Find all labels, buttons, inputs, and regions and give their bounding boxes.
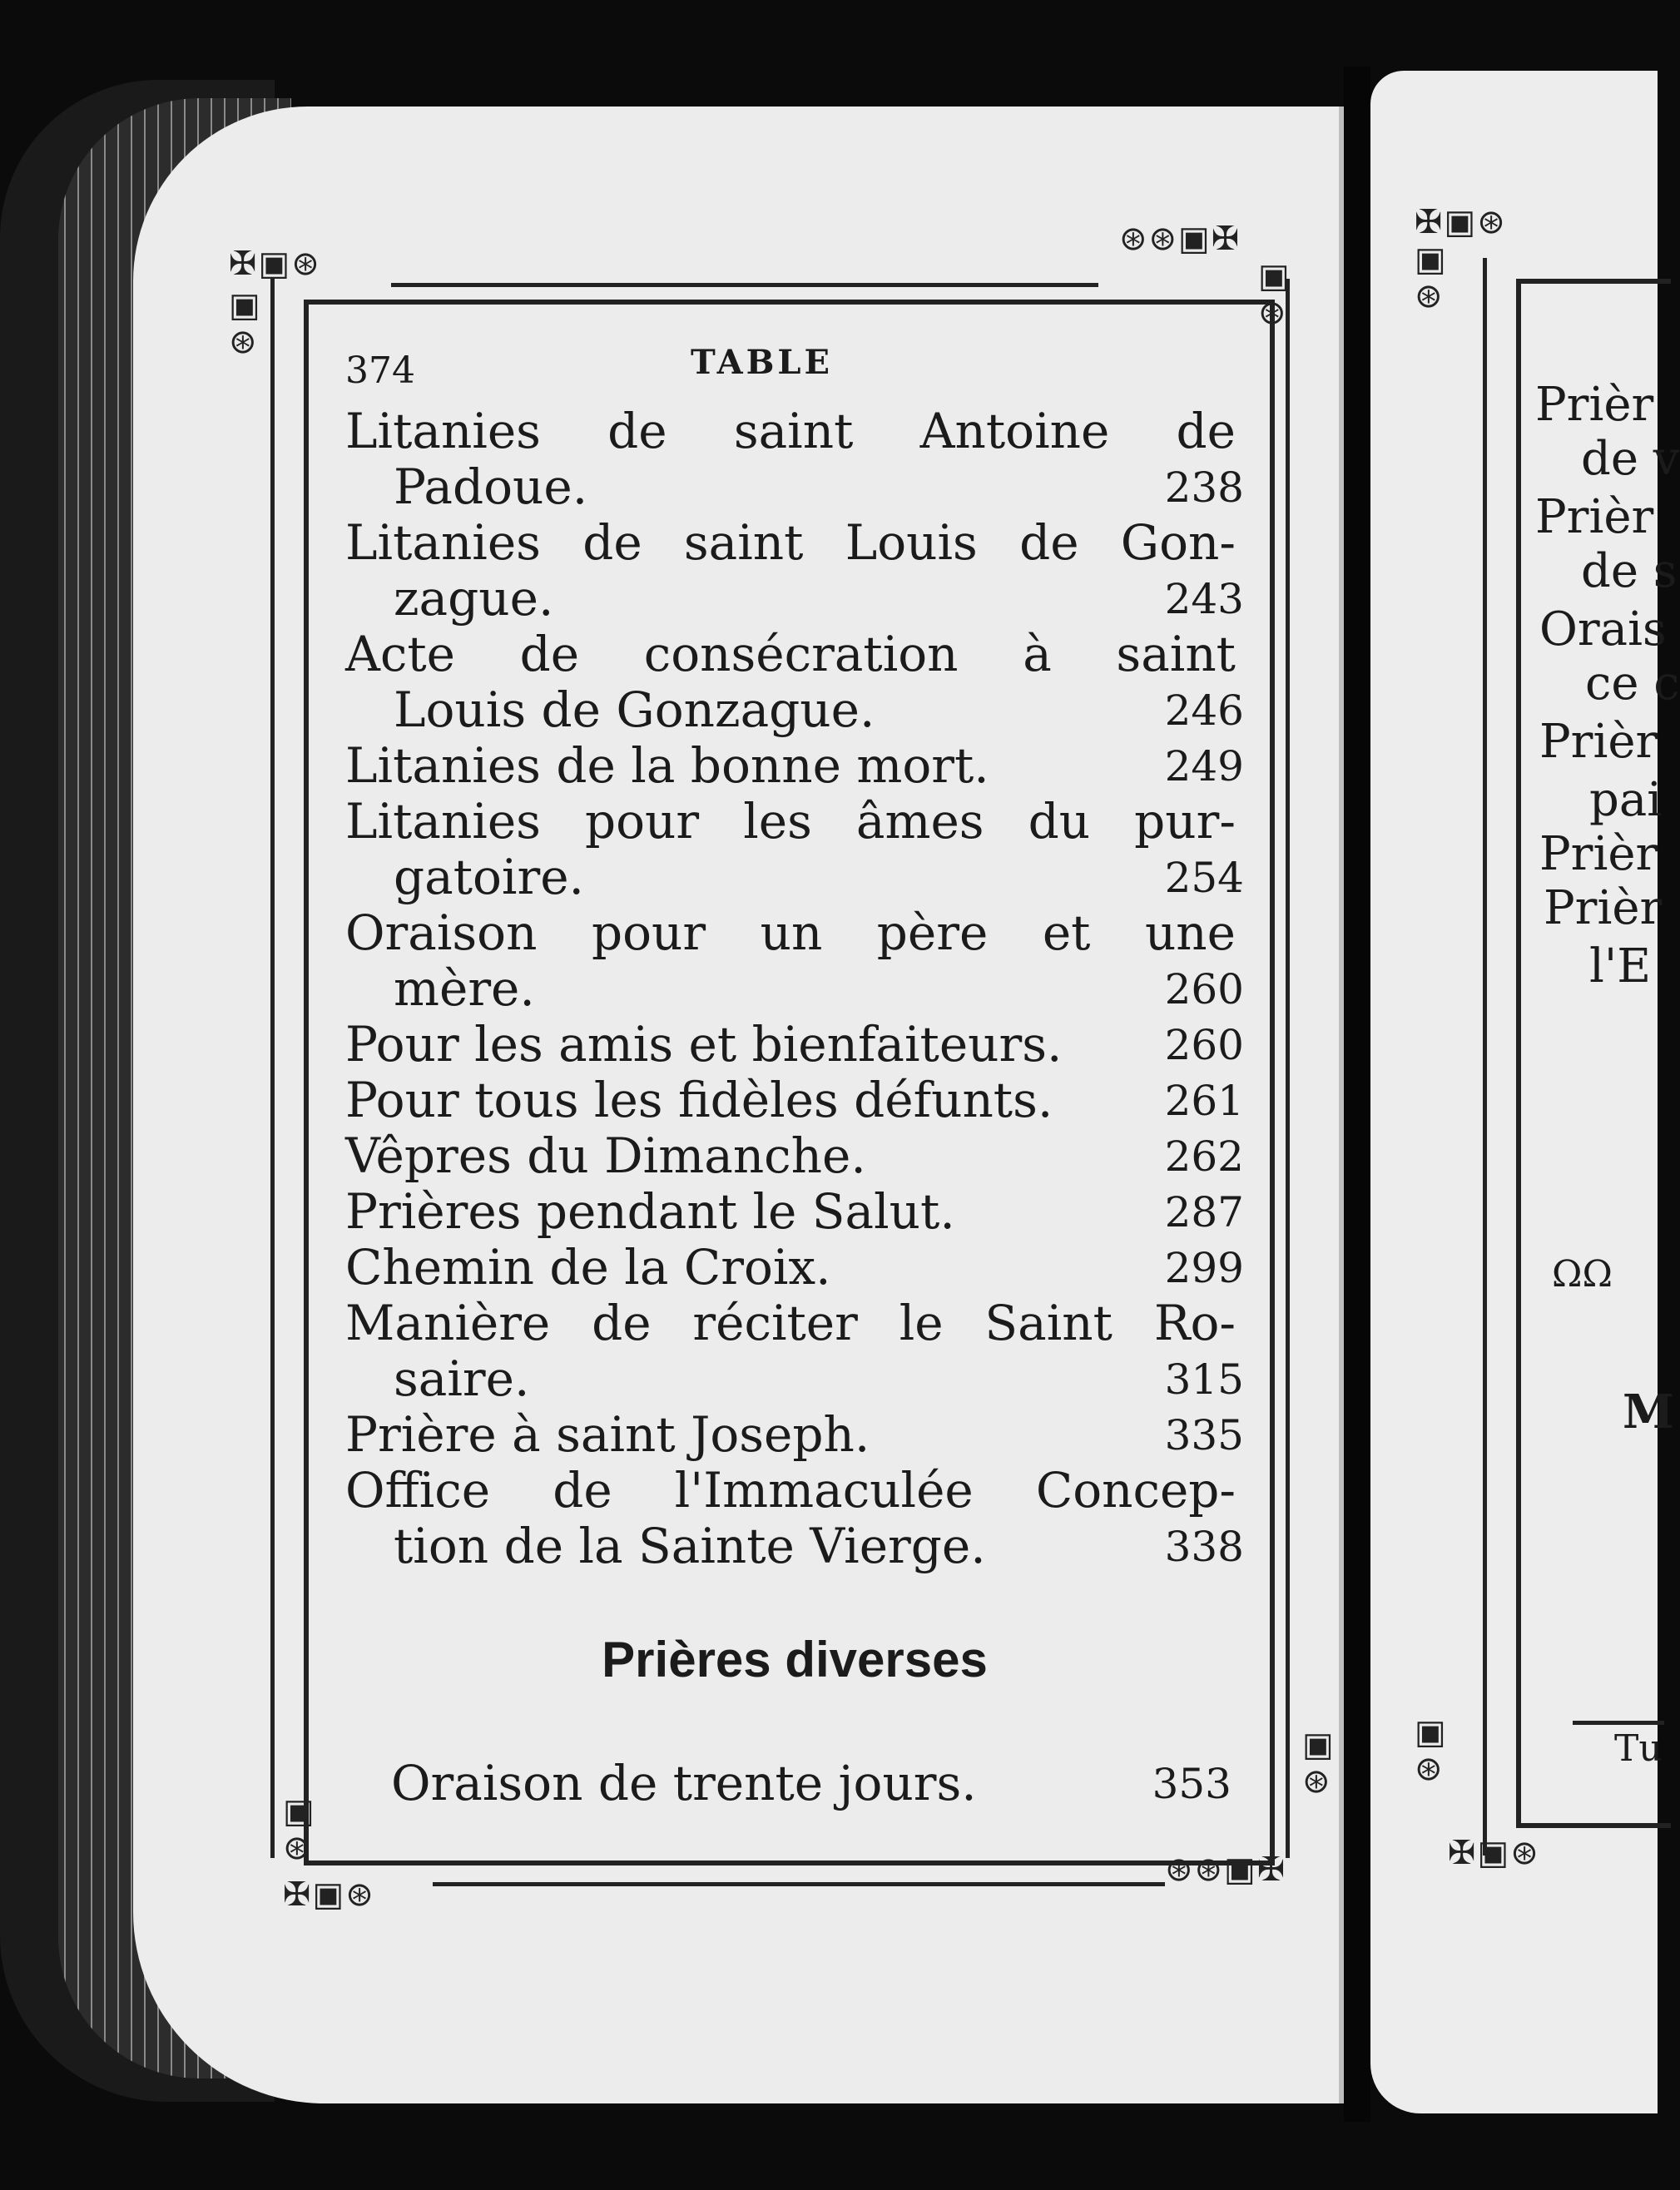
right-page-text-fragment: Prièr — [1544, 881, 1663, 935]
toc-entry — [345, 1463, 1244, 1574]
right-page-text-fragment: de v — [1581, 432, 1680, 486]
section-heading: Prières diverses — [602, 1632, 988, 1687]
right-page-text-fragment: Prièr — [1535, 378, 1654, 432]
toc-entry-title-continued: zague. — [394, 570, 554, 627]
toc-entry-title: Vêpres du Dimanche. — [345, 1127, 866, 1184]
toc-entry-title: Prière à saint Joseph. — [345, 1406, 870, 1463]
right-page-text-fragment: ΩΩ — [1552, 1253, 1613, 1296]
toc-entry-page: 353 — [1152, 1760, 1232, 1808]
right-page-ornament-side-icon: ▣ ⊛ — [1415, 240, 1448, 315]
toc-entry — [345, 627, 1244, 738]
toc-entry — [391, 1756, 1232, 1811]
toc-entry-title: Acte de consécration à saint — [345, 626, 1236, 682]
toc-entry — [345, 1296, 1244, 1407]
ornament-right-top-icon: ▣ ⊛ — [1258, 257, 1291, 332]
toc-entry-title-continued: tion de la Sainte Vierge. — [394, 1518, 986, 1574]
top-border-line — [391, 283, 1098, 287]
right-page-rule — [1573, 1721, 1664, 1725]
toc-entry — [345, 1240, 1244, 1296]
right-page-ornament-lower-icon: ▣ ⊛ — [1415, 1713, 1448, 1788]
page-number: 374 — [345, 349, 415, 392]
toc-entry — [345, 1017, 1244, 1073]
toc-entry — [345, 1407, 1244, 1463]
ornament-left-top-icon: ▣ ⊛ — [229, 286, 262, 361]
toc-entry-page: 261 — [1164, 1077, 1244, 1125]
toc-entry-title-continued: gatoire. — [394, 849, 584, 905]
ornament-left-bottom-icon: ▣ ⊛ — [283, 1792, 316, 1867]
right-page-outer-border — [1483, 258, 1487, 1856]
right-page-ornament-top-icon: ✠▣⊛ — [1415, 203, 1507, 241]
toc-entry — [345, 738, 1244, 794]
toc-entry-title: Oraison pour un père et une — [345, 904, 1236, 961]
toc-entry-title: Oraison de trente jours. — [391, 1755, 977, 1811]
toc-entry-page: 315 — [1164, 1355, 1244, 1404]
toc-entry-title: Prières pendant le Salut. — [345, 1183, 955, 1240]
running-head: TABLE — [691, 343, 834, 382]
toc-entry-title: Chemin de la Croix. — [345, 1239, 831, 1296]
toc-entry — [345, 404, 1244, 515]
right-page-ornament-bottom-icon: ✠▣⊛ — [1448, 1834, 1540, 1872]
toc-entry-page: 335 — [1164, 1411, 1244, 1459]
right-page-text-fragment: M — [1623, 1385, 1674, 1439]
toc-entry — [345, 1128, 1244, 1184]
toc-entry-title: Pour tous les fidèles défunts. — [345, 1072, 1053, 1128]
toc-entry-page: 287 — [1164, 1188, 1244, 1236]
right-page-text-fragment: Orais — [1539, 602, 1667, 657]
right-page-text-fragment: ce c — [1585, 657, 1680, 711]
toc-entry-title: Pour les amis et bienfaiteurs. — [345, 1016, 1063, 1073]
toc-entry-page: 260 — [1164, 965, 1244, 1013]
toc-entry-page: 338 — [1164, 1523, 1244, 1571]
right-page-text-fragment: Prièr — [1535, 490, 1654, 544]
toc-entry-page: 254 — [1164, 854, 1244, 902]
toc-entry — [345, 794, 1244, 905]
toc-entry-title: Manière de réciter le Saint Ro- — [345, 1295, 1236, 1351]
right-page-text-fragment: de s — [1581, 544, 1678, 598]
ornament-top-left-icon: ✠▣⊛ — [229, 245, 321, 283]
right-page-text-fragment: Prièr — [1539, 827, 1658, 881]
table-of-contents — [345, 404, 1244, 1574]
toc-entry-title-continued: Padoue. — [394, 458, 588, 515]
toc-entry-title: Litanies pour les âmes du pur- — [345, 793, 1236, 850]
toc-entry-title: Litanies de saint Antoine de — [345, 403, 1236, 459]
toc-entry-title-continued: saire. — [394, 1350, 530, 1407]
right-page-text-fragment: pai — [1589, 773, 1663, 827]
toc-entry — [345, 1073, 1244, 1128]
toc-entry-title: Office de l'Immaculée Concep- — [345, 1462, 1236, 1519]
toc-entry-page: 299 — [1164, 1244, 1244, 1292]
ornament-top-right-icon: ⊛⊛▣✠ — [1119, 220, 1241, 258]
right-page-text-fragment: l'E — [1589, 939, 1652, 993]
toc-entry-page: 238 — [1164, 463, 1244, 512]
toc-entry — [345, 905, 1244, 1017]
right-page-text-fragment: Tu — [1614, 1727, 1663, 1770]
toc-entry-title: Litanies de la bonne mort. — [345, 737, 989, 794]
toc-entry-title: Litanies de saint Louis de Gon- — [345, 514, 1236, 571]
ornament-bottom-right-icon: ⊛⊛▣✠ — [1165, 1851, 1287, 1889]
toc-entry — [345, 1184, 1244, 1240]
toc-entry — [345, 515, 1244, 627]
ornament-right-bottom-icon: ▣ ⊛ — [1302, 1726, 1336, 1801]
bottom-border-line — [433, 1882, 1165, 1886]
right-page-text-fragment: Prièr — [1539, 715, 1658, 769]
toc-entry-page: 260 — [1164, 1021, 1244, 1069]
toc-entry-title-continued: Louis de Gonzague. — [394, 681, 875, 738]
toc-entry-page: 246 — [1164, 686, 1244, 735]
toc-entry-page: 249 — [1164, 742, 1244, 790]
toc-entry-title-continued: mère. — [394, 960, 535, 1017]
toc-entry-page: 262 — [1164, 1132, 1244, 1181]
toc-entry-page: 243 — [1164, 575, 1244, 623]
book-gutter — [1344, 67, 1370, 2122]
ornament-bottom-left-icon: ✠▣⊛ — [283, 1875, 375, 1914]
